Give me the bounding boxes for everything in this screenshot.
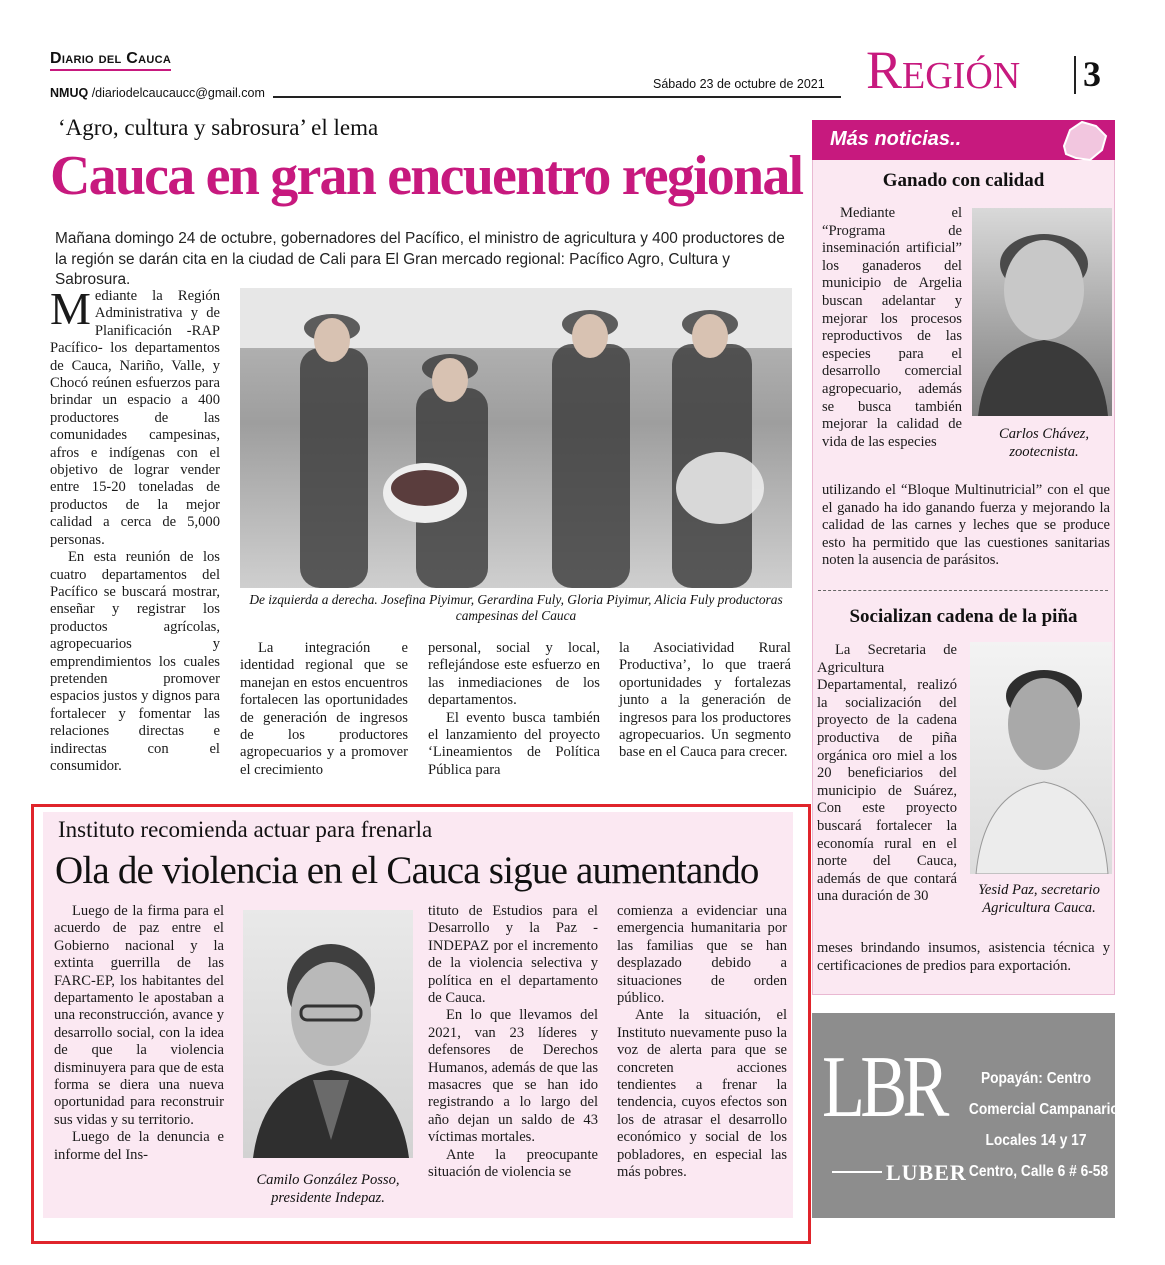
main-col1-para2: En esta reunión de los cuatro departamentos del Pacífico se buscará mostrar, enseñar y registrar los productos agrícolas, agropecuarios y emprendimientos los cuales pretenden promover espacios justos y dignos para fortalecer y fomentar las relaciones directas e indirectas con el consumidor. [50, 549, 220, 774]
ad-line-1: Popayán: Centro [980, 1070, 1092, 1087]
header-ids [50, 86, 265, 100]
ad-line-4: Centro, Calle 6 # 6-58 [968, 1163, 1109, 1180]
violence-col1-para1: Luego de la firma para el acuerdo de paz entre el Gobierno nacional y la extinta guerrilla de las FARC-EP, los habitantes del departamento le apostaban a una reconstrucción, avance y desarrollo social, con la idea de que la violencia disminuyera para que de esta forma se diera una nueva oportunidad para reconstruir sus vidas y su territorio. [54, 903, 224, 1128]
ad-line-3: Locales 14 y 17 [985, 1132, 1087, 1149]
story1-para2: utilizando el “Bloque Multinutricial” con el que el ganado ha ido ganando fuerza y mejorando la calidad de las carnes y leches que se produce esto ha permitido que las cuestiones sanitarias noten la ausencia de parásitos. [822, 482, 1110, 569]
violence-photo [243, 910, 413, 1158]
violence-col1-para2: Luego de la denuncia e informe del Ins- [54, 1129, 224, 1163]
article-lead: Mañana domingo 24 de octubre, gobernadores del Pacífico, el ministro de agricultura y 400 productores de la región se darán cita en la ciudad de Cali para El Gran mercado regional: Pacífico Agro, Cultura y Sabrosura. [55, 230, 785, 288]
violence-photo-caption: Camilo González Posso, presidente Indepaz. [256, 1172, 400, 1206]
header-email: /diariodelcaucaucc@gmail.com [91, 86, 265, 100]
story2-para2: meses brindando insumos, asistencia técnica y certificaciones de predios para exportación. [817, 940, 1110, 974]
main-column-3 [428, 640, 600, 779]
cauca-map-icon [1056, 116, 1112, 164]
header-code: NMUQ [50, 86, 89, 100]
story1-caption: Carlos Chávez, zootecnista. [999, 426, 1089, 460]
photo-producers-illustration [240, 288, 792, 588]
violence-col4-para1: comienza a evidenciar una emergencia humanitaria por las familias que se han desplazado debido a situaciones de orden público. [617, 903, 787, 1007]
main-column-2 [240, 640, 408, 779]
story2-caption: Yesid Paz, secretario Agricultura Cauca. [978, 882, 1100, 916]
story2-photo [970, 642, 1112, 874]
story2-text-bottom [817, 940, 1110, 975]
section-divider [1074, 56, 1076, 94]
sidebar-divider [818, 590, 1108, 591]
article-headline: Cauca en gran encuentro regional [50, 145, 803, 207]
main-column-1 [50, 283, 220, 775]
main-photo [240, 288, 792, 588]
main-col4-para: la Asociatividad Rural Productiva’, lo que traerá oportunidades y fortalezas junto a la generación de ingresos para los productores agropecuarios. Un segmento base en el Cauca para crecer. [619, 640, 791, 761]
story1-para1: Mediante el “Programa de inseminación artificial” los ganaderos del municipio de Argelia buscan adelantar y mejorar los procesos reproductivos de las especies para el desarrollo comercial agropecuario, además se busca también mejorar la calidad de vida de las especies [822, 205, 962, 450]
violence-col4-para2: Ante la situación, el Instituto nuevamente puso la voz de alerta para que se concreten acciones tendientes a frenar la tendencia, cuyos efectos son los de atrasar el desarrollo económico y social de los pobladores, en especial las más pobres. [617, 1007, 787, 1181]
issue-date: Sábado 23 de octubre de 2021 [653, 77, 825, 91]
photo-carlos-illustration [972, 208, 1112, 416]
violence-col3-para1: tituto de Estudios para el Desarrollo y la Paz -INDEPAZ por el incremento de la violencia selectiva y política en el departamento de Cauca. [428, 903, 598, 1007]
luber-ad [812, 1013, 1119, 1218]
main-col1-text: ediante la Región Administrativa y de Planificación -RAP Pacífico- los departamentos de Cauca, Nariño, Valle, y Chocó reúnen esfuerzos para brindar un espacio a 400 productores de las comunidades campesinas, afros e indígenas con el objetivo de lograr vender entre 15-20 toneladas de productos de la mejor calidad a cerca de 5,000 personas. [50, 288, 220, 548]
luber-brand: LUBER [886, 1160, 967, 1185]
story1-text-top [822, 205, 962, 451]
main-col2-para: La integración e identidad regional que se manejan en estos encuentros fortalecen las oportunidades de generación de ingresos de los productores agropecuarios y a promover el crecimiento [240, 640, 408, 778]
violence-col3-para3: Ante la preocupante situación de violencia se [428, 1146, 598, 1181]
luber-address [968, 1063, 1119, 1187]
main-photo-caption: De izquierda a derecha. Josefina Piyimur, Gerardina Fuly, Gloria Piyimur, Alicia Fuly productoras campesinas del Cauca [249, 592, 783, 623]
violence-headline: Ola de violencia en el Cauca sigue aumentando [55, 849, 759, 892]
main-col1-para1 [50, 283, 220, 549]
section-title: Región [866, 40, 1021, 100]
violence-kicker: Instituto recomienda actuar para frenarla [58, 817, 433, 842]
story2-para1: La Secretaria de Agricultura Departamental, realizó la socialización del proyecto de la cadena productiva de piña orgánica oro miel a los 20 beneficiarios del municipio de Suárez, Con este proyecto buscará fortalecer la economía rural en el norte del Cauca, además de que contará una duración de 30 [817, 642, 957, 905]
sidebar-banner-label: Más noticias.. [830, 128, 962, 150]
main-col3-para1: personal, social y local, reflejándose este esfuerzo en las inmediaciones de los departamentos. [428, 640, 600, 709]
photo-yesid-illustration [970, 642, 1112, 874]
story1-photo [972, 208, 1112, 416]
violence-column-3 [428, 903, 598, 1182]
sidebar-banner [812, 120, 1115, 160]
page-number: 3 [1083, 54, 1101, 94]
luber-logo: LBR [822, 1039, 945, 1136]
luber-logo-rule [832, 1171, 882, 1173]
story1-title: Ganado con calidad [882, 170, 1045, 191]
violence-column-4 [617, 903, 787, 1182]
drop-cap: M [50, 283, 91, 334]
violence-col3-para2: En lo que llevamos del 2021, van 23 líderes y defensores de Derechos Humanos, además de que las masacres que se han ido registrando a lo largo del año dejan un saldo de 43 víctimas mortales. [428, 1007, 598, 1146]
article-kicker: ‘Agro, cultura y sabrosura’ el lema [58, 115, 379, 140]
header-rule [273, 96, 841, 98]
photo-portrait-illustration [243, 910, 413, 1158]
story2-title: Socializan cadena de la piña [849, 606, 1078, 627]
story1-text-bottom [822, 482, 1110, 570]
violence-column-1 [54, 903, 224, 1164]
ad-line-2: Comercial Campanario [968, 1101, 1119, 1118]
main-col3-para2: El evento busca también el lanzamiento del proyecto ‘Lineamientos de Política Pública para [428, 709, 600, 778]
main-column-4 [619, 640, 791, 762]
story2-text-top [817, 642, 957, 906]
brand-logo: Diario del Cauca [50, 50, 171, 71]
